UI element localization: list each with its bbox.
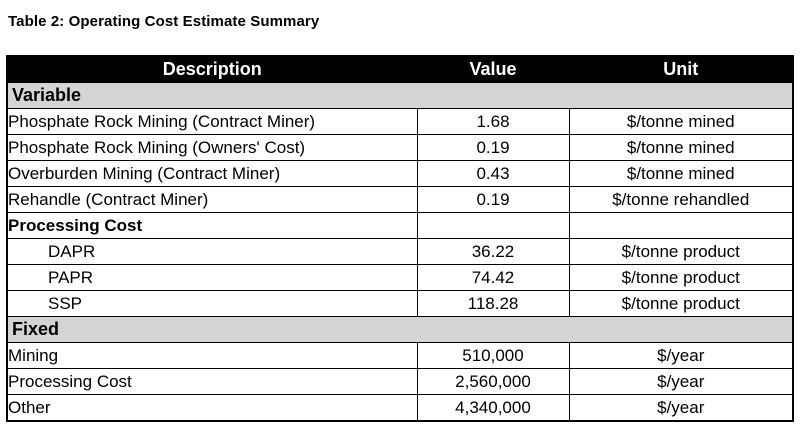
section-label-fixed: Fixed: [7, 317, 793, 343]
row-description: Mining: [7, 343, 417, 369]
row-value-empty: [417, 213, 569, 239]
table-row: [7, 135, 793, 161]
table-row: [7, 161, 793, 187]
table-row: [7, 187, 793, 213]
row-unit-empty: [569, 213, 793, 239]
row-unit: $/tonne mined: [569, 135, 793, 161]
row-unit: $/tonne product: [569, 239, 793, 265]
table-row: [7, 109, 793, 135]
row-unit: $/tonne rehandled: [569, 187, 793, 213]
row-value: 0.19: [417, 187, 569, 213]
row-unit: $/tonne product: [569, 291, 793, 317]
section-label-variable: Variable: [7, 83, 793, 109]
table-row: [7, 291, 793, 317]
section-row-variable: [7, 83, 793, 109]
row-description: Processing Cost: [7, 369, 417, 395]
row-value: 0.19: [417, 135, 569, 161]
table-row: [7, 239, 793, 265]
table-row: [7, 343, 793, 369]
row-value: 0.43: [417, 161, 569, 187]
row-unit: $/year: [569, 369, 793, 395]
row-description: Phosphate Rock Mining (Contract Miner): [7, 109, 417, 135]
row-description: Rehandle (Contract Miner): [7, 187, 417, 213]
row-description: DAPR: [7, 239, 417, 265]
row-description: PAPR: [7, 265, 417, 291]
row-unit: $/tonne mined: [569, 161, 793, 187]
row-value: 1.68: [417, 109, 569, 135]
subheading-row-processing-cost: [7, 213, 793, 239]
section-row-fixed: [7, 317, 793, 343]
row-unit: $/tonne product: [569, 265, 793, 291]
row-unit: $/year: [569, 343, 793, 369]
table-title: Table 2: Operating Cost Estimate Summary: [8, 13, 320, 30]
row-value: 510,000: [417, 343, 569, 369]
row-description: SSP: [7, 291, 417, 317]
row-description: Phosphate Rock Mining (Owners' Cost): [7, 135, 417, 161]
header-unit: Unit: [569, 56, 793, 83]
row-value: 74.42: [417, 265, 569, 291]
table-row: [7, 395, 793, 422]
row-value: 36.22: [417, 239, 569, 265]
row-description: Overburden Mining (Contract Miner): [7, 161, 417, 187]
row-value: 118.28: [417, 291, 569, 317]
table-row: [7, 265, 793, 291]
table-row: [7, 369, 793, 395]
operating-cost-table: [6, 55, 794, 422]
row-value: 2,560,000: [417, 369, 569, 395]
subheading-processing-cost: Processing Cost: [7, 213, 417, 239]
header-description: Description: [7, 56, 417, 83]
header-row: [7, 56, 793, 83]
row-value: 4,340,000: [417, 395, 569, 422]
row-unit: $/year: [569, 395, 793, 422]
header-value: Value: [417, 56, 569, 83]
row-unit: $/tonne mined: [569, 109, 793, 135]
row-description: Other: [7, 395, 417, 422]
